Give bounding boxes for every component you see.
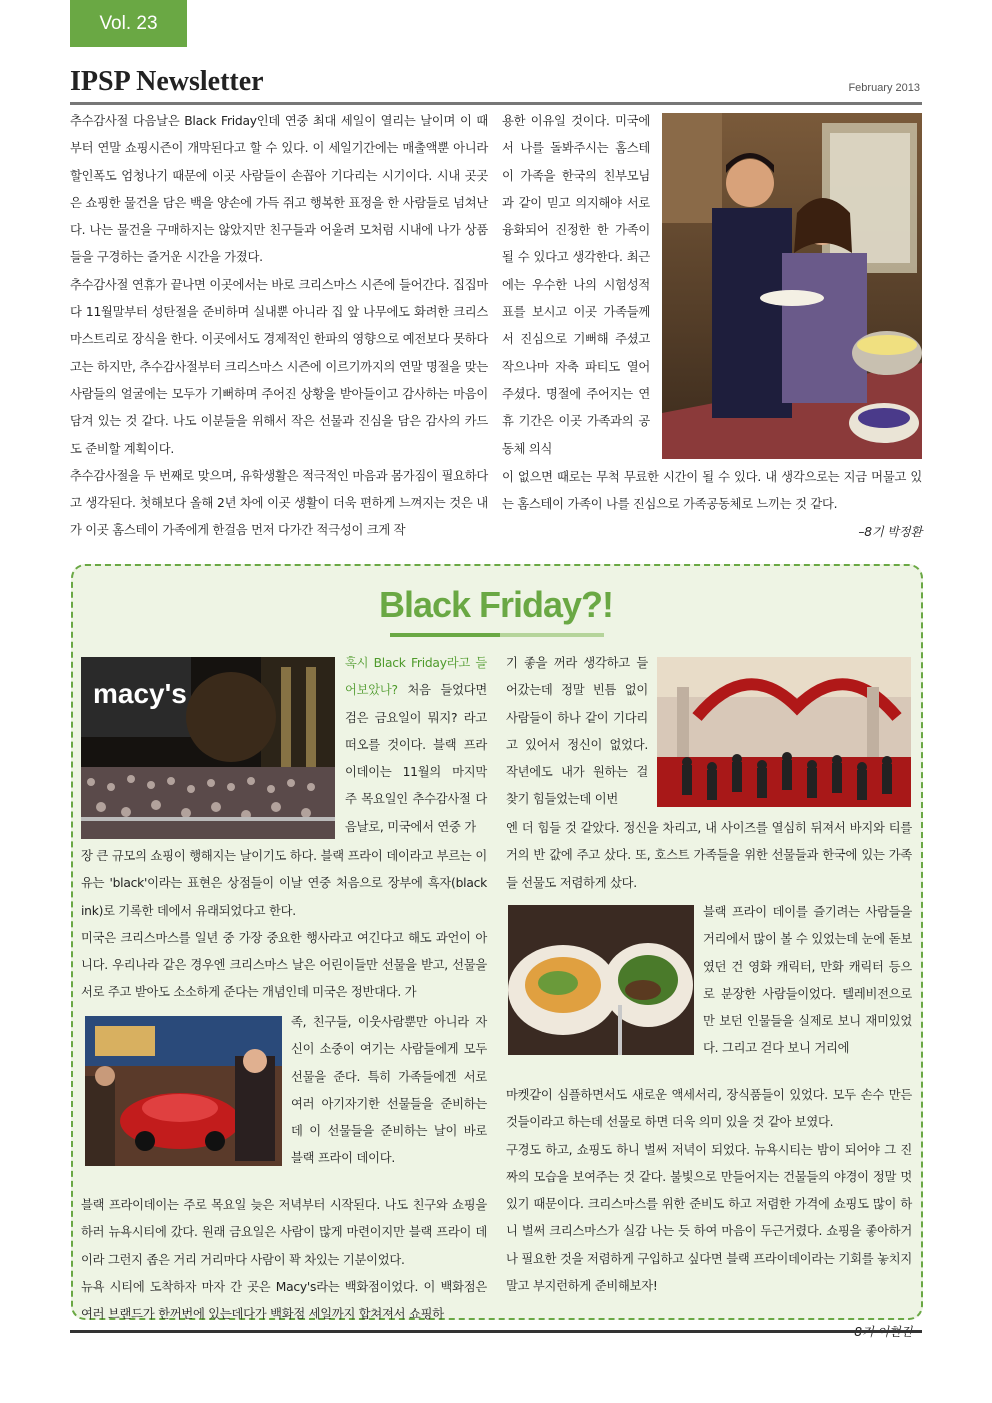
article1-paragraph: 용한 이유일 것이다. 미국에서 나를 돌봐주시는 홈스테이 가족을 한국의 친부모님과 같이 믿고 의지해야 서로 융화되어 진정한 한 가족이 될 수 있다고 생각한다. 최근에는 우수한 나의 시험성적표를 보시고 이곳 가족들께서 진심으로 기뻐해 주셨고 작으나마 자축 파티도 열어 주셨다. 명절에 주어지는 연휴 기간은 이곳 가족과의 공동체 의식: [502, 114, 650, 456]
article1-author: –8기 박정환: [858, 524, 922, 539]
black-friday-title: Black Friday?!: [378, 584, 614, 625]
article2-col2-side: [703, 899, 912, 1063]
issue-date: February 2013: [848, 82, 920, 94]
homestay-family-photo: [662, 113, 922, 459]
article1-col1: [70, 108, 488, 545]
article2-paragraph: 엔 더 힘들 것 같았다. 정신을 차리고, 내 사이즈를 열심히 뒤져서 바지와 티를 거의 반 값에 주고 샀다. 또, 호스트 가족들을 위한 선물들과 한국에 있는 가족들 선물도 저렴하게 샀다.: [506, 821, 912, 890]
article1-col2: [502, 108, 650, 463]
title-underline-light: [500, 633, 604, 637]
department-store-photo: [657, 657, 911, 807]
intro-text: 처음 들었다면 검은 금요일이 뭐지? 라고 떠오를 것이다. 블랙 프라이데이는 11월의 마지막 주 목요일인 추수감사절 다음날로, 미국에서 연중 가: [345, 683, 487, 834]
article2-paragraph: 족, 친구들, 이웃사람뿐만 아니라 자신이 소중이 여기는 사람들에게 모두 선물을 준다. 특히 가족들에겐 서로 여러 아기자기한 선물들을 준비하는데 이 선물들을 준비하는 날이 바로 블랙 프라이 데이다.: [291, 1015, 487, 1166]
macys-sign: macy's: [93, 678, 187, 709]
food-photo: [508, 905, 694, 1055]
article2-col1-side2: [291, 1009, 487, 1173]
volume-badge: Vol. 23: [70, 0, 187, 47]
article2-paragraph: 블랙 프라이데이는 주로 목요일 늦은 저녁부터 시작된다. 나도 친구와 쇼핑을 하러 뉴욕시티에 갔다. 원래 금요일은 사람이 많게 마련이지만 블랙 프라이 데이라 그런지 좁은 거리 거리마다 사람이 꽉 차있는 기분이었다. 뉴욕 시티에 도착하자 마자 간 곳은 Macy's라는 백화점이었다. 이 백화점은 여러 브랜드가 한꺼번에 있는데다가 백화점 세일까지 합쳐져서 쇼핑하: [81, 1198, 487, 1322]
header-rule: [70, 102, 922, 105]
article2-col1-mid: [81, 843, 487, 1007]
article2-paragraph: 미국은 크리스마스를 일년 중 가장 중요한 행사라고 여긴다고 해도 과언이 아니다. 우리나라 같은 경우엔 크리스마스 날은 어린이들만 선물을 받고, 선물을 서로 주고 받아도 소소하게 준다는 개념인데 미국은 정반대다. 가: [81, 930, 487, 1000]
article2-col2-top: [506, 650, 648, 814]
article1-paragraph: 이 없으면 때로는 무척 무료한 시간이 될 수 있다. 내 생각으로는 지금 머물고 있는 홈스테이 가족이 나를 진심으로 가족공동체로 느끼는 것 같다.: [502, 470, 922, 512]
article2-paragraph: [345, 650, 487, 841]
article1-paragraph: 추수감사절 연휴가 끝나면 이곳에서는 바로 크리스마스 시즌에 들어간다. 집집마다 11월말부터 성탄절을 준비하며 실내뿐 아니라 집 앞 나무에도 화려한 크리스마스트리로 장식을 한다. 이곳에서도 경제적인 한파의 영향으로 예전보다 못하다고는 하지만, 추수감사절부터 크리스마스 시즌에 이르기까지의 연말 명절을 맞는 사람들의 얼굴에는 모두가 기뻐하며 주어진 상황을 받아들이고 감사하는 마음이 담겨 있는 것 같다. 나도 이분들을 위해서 작은 선물과 진심을 담은 감사의 카드도 준비할 계획이다.: [70, 277, 488, 456]
article1-paragraph: 추수감사절을 두 번째로 맞으며, 유학생활은 적극적인 마음과 몸가짐이 필요하다고 생각된다. 첫해보다 올해 2년 차에 이곳 생활이 더욱 편하게 느껴지는 것은 내가 이곳 홈스테이 가족에게 한걸음 먼저 다가간 적극성이 크게 작: [70, 468, 488, 538]
toy-store-photo: [85, 1016, 282, 1166]
article2-paragraph: 마켓같이 심플하면서도 새로운 액세서리, 장식품들이 있었다. 모두 손수 만든 것들이라고 하는데 선물로 하면 더욱 의미 있을 것 같아 보였다. 구경도 하고, 쇼핑도 하니 벌써 저녁이 되었다. 뉴욕시티는 밤이 되어야 그 진짜의 모습을 보여주는 것 같다. 불빛으로 만들어지는 건물들의 야경이 정말 멋있기 때문이다. 크리스마스를 위한 준비도 하고 저렴한 가격에 쇼핑도 많이 하니 벌써 크리스마스가 실감 나는 듯 하여 마음이 두근거렸다. 쇼핑을 좋아하거나 필요한 것을 저렴하게 구입하고 싶다면 블랙 프라이데이라는 기회를 놓치지 말고 부지런하게 준비해보자!: [506, 1088, 912, 1294]
article2-paragraph: 기 좋을 꺼라 생각하고 들어갔는데 정말 빈틈 없이 사람들이 하나 같이 기다리고 있어서 정신이 없었다. 작년에도 내가 원하는 걸 찾기 힘들었는데 이번: [506, 656, 648, 807]
article2-author: [506, 1319, 912, 1346]
title-underline-dark: [390, 633, 500, 637]
article2-col1-side: [345, 650, 487, 841]
article2-paragraph: 장 큰 규모의 쇼핑이 행해지는 날이기도 하다. 블랙 프라이 데이라고 부르는 이유는 'black'이라는 표현은 상점들이 이날 연중 처음으로 장부에 흑자(black ink)로 기록한 데에서 유래되었다고 한다.: [81, 849, 487, 918]
article1-col3: [502, 464, 922, 546]
article1-paragraph: 추수감사절 다음날은 Black Friday인데 연중 최대 세일이 열리는 날이며 이 때부터 연말 쇼핑시즌이 개막된다고 할 수 있다. 이 세일기간에는 매출액뿐 아니라 할인폭도 엄청나기 때문에 이곳 사람들이 손꼽아 기다리는 시기이다. 시내 곳곳은 쇼핑한 물건을 담은 백을 양손에 가득 쥐고 행복한 표정을 한 사람들로 넘쳐난다. 나는 물건을 구매하지는 않았지만 친구들과 어울려 모처럼 시내에 나가 상품들을 구경하는 즐거운 시간을 가졌다.: [70, 114, 488, 265]
footer-rule: [70, 1330, 922, 1333]
newsletter-title: IPSP Newsletter: [70, 66, 264, 97]
article2-col1-bottom: [81, 1173, 487, 1347]
article2-col2-bottom: [506, 1063, 912, 1366]
article2-col2-mid: [506, 815, 912, 897]
article2-paragraph: 블랙 프라이 데이를 즐기려는 사람들을 거리에서 많이 볼 수 있었는데 눈에 돋보였던 건 영화 캐릭터, 만화 캐릭터 등으로 분장한 사람들이었다. 텔레비전으로만 보던 인물들을 실제로 보니 재미있었다. 그리고 걷다 보니 거리에: [703, 905, 912, 1056]
intro-question: 혹시 Black Friday라고 들어보았나?: [345, 656, 487, 698]
macys-crowd-photo: [81, 657, 335, 839]
